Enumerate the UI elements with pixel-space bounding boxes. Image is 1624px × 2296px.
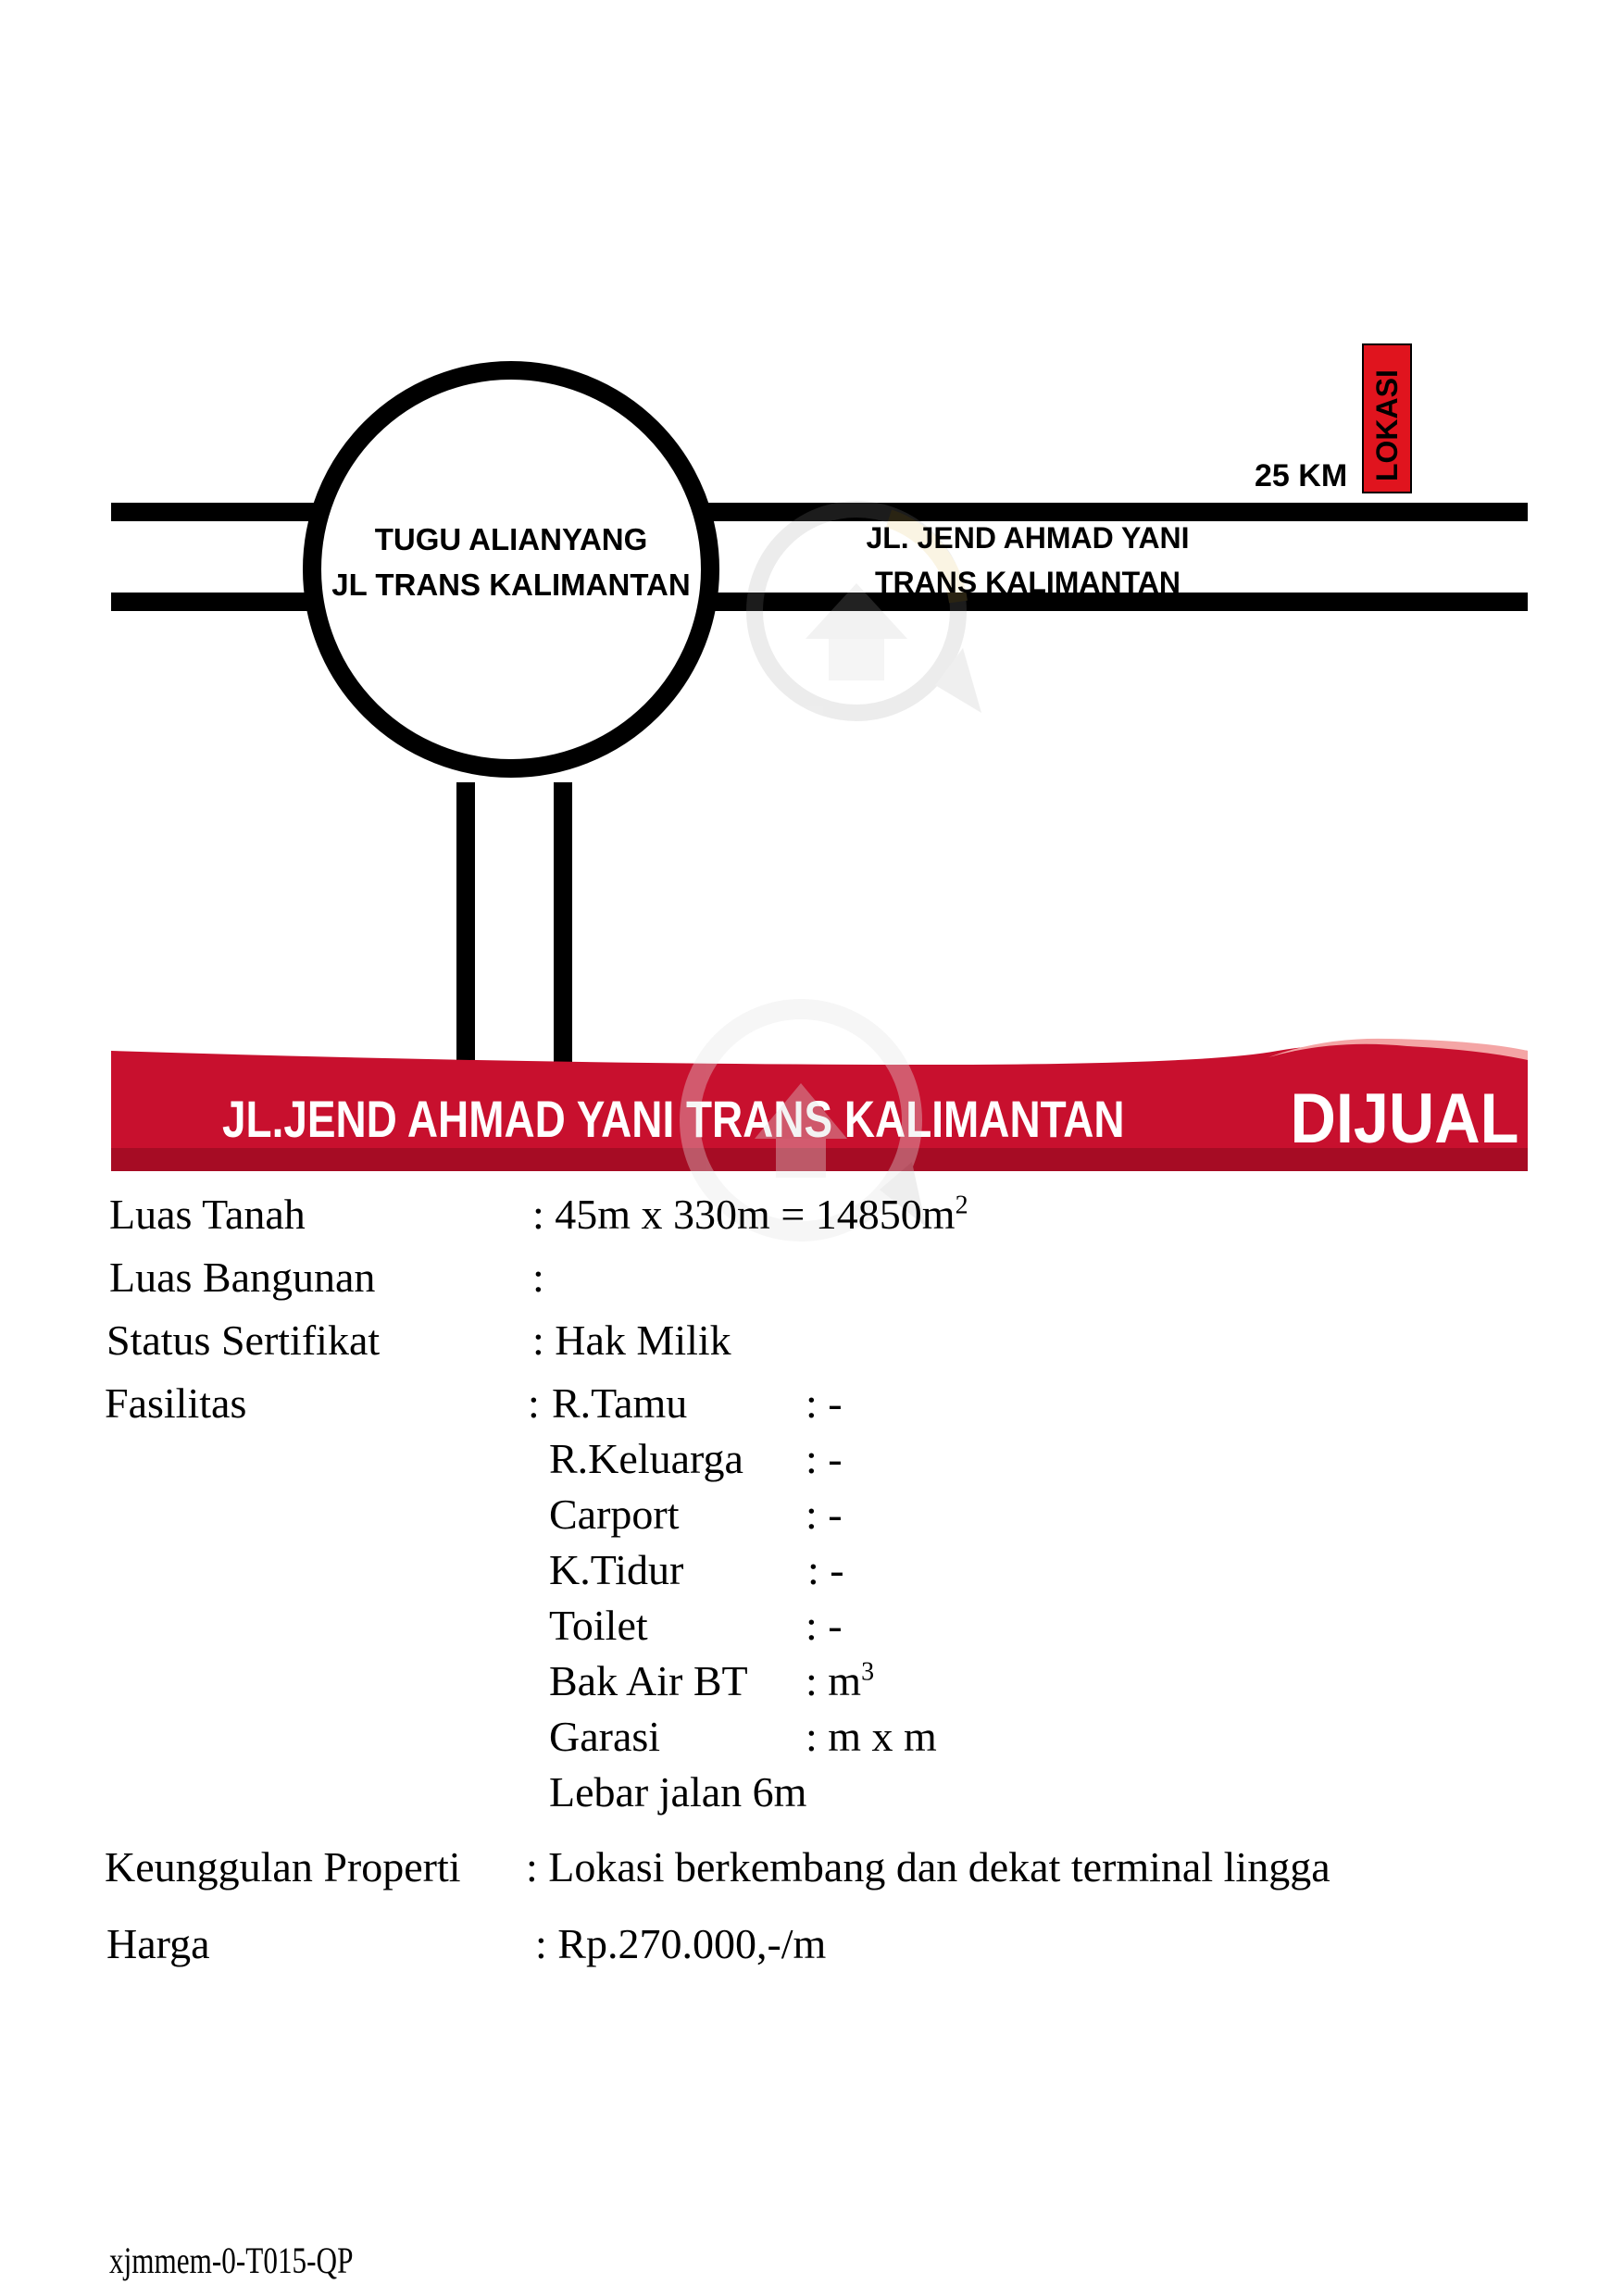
facility-name: K.Tidur xyxy=(549,1546,684,1593)
facility-value: : - xyxy=(807,1546,844,1593)
banner-street: JL.JEND AHMAD YANI TRANS KALIMANTAN xyxy=(222,1089,1125,1148)
harga-label: Harga xyxy=(106,1920,210,1967)
fasilitas-colon: : xyxy=(528,1379,540,1427)
facility-value: : - xyxy=(806,1435,843,1482)
keunggulan-label: Keunggulan Properti xyxy=(105,1843,461,1890)
facility-sup: 3 xyxy=(861,1657,875,1687)
facility-name: Bak Air BT xyxy=(549,1657,748,1704)
luas-tanah-value: : 45m x 330m = 14850m xyxy=(532,1191,956,1238)
facility-name: Garasi xyxy=(549,1713,661,1760)
fasilitas-label: Fasilitas xyxy=(105,1379,247,1427)
luas-tanah-label: Luas Tanah xyxy=(109,1191,306,1238)
luas-bangunan-value: : xyxy=(532,1254,544,1301)
footer-code: xjmmem-0-T015-QP xyxy=(109,2240,354,2281)
status-label: Status Sertifikat xyxy=(106,1316,381,1364)
distance-label: 25 KM xyxy=(1255,458,1348,493)
facility-value-wrap xyxy=(806,1656,874,1706)
roundabout-label-line2: JL TRANS KALIMANTAN xyxy=(331,568,691,602)
facility-value: : m xyxy=(806,1657,862,1704)
harga-value: : Rp.270.000,-/m xyxy=(535,1920,827,1967)
facility-name: Lebar jalan 6m xyxy=(549,1768,807,1816)
status-value: : Hak Milik xyxy=(532,1316,731,1364)
facility-name: Carport xyxy=(549,1491,680,1538)
luas-tanah-value-wrap xyxy=(532,1190,968,1240)
facility-name: Toilet xyxy=(549,1602,648,1649)
facility-value: : m x m xyxy=(806,1713,937,1760)
roundabout-label-line1: TUGU ALIANYANG xyxy=(374,522,648,556)
facility-value: : - xyxy=(806,1491,843,1538)
keunggulan-value: : Lokasi berkembang dan dekat terminal lingga xyxy=(526,1843,1330,1890)
facility-name: R.Tamu xyxy=(552,1379,688,1427)
facility-name: R.Keluarga xyxy=(549,1435,743,1482)
road-label-line1: JL. JEND AHMAD YANI xyxy=(866,521,1190,555)
location-label: LOKASI xyxy=(1370,369,1404,481)
road-label-line2: TRANS KALIMANTAN xyxy=(874,566,1181,599)
facility-value: : - xyxy=(806,1602,843,1649)
banner-status: DIJUAL xyxy=(1289,1079,1518,1158)
facility-value: : - xyxy=(806,1379,843,1427)
luas-tanah-sup: 2 xyxy=(955,1191,968,1220)
luas-bangunan-label: Luas Bangunan xyxy=(109,1254,376,1301)
